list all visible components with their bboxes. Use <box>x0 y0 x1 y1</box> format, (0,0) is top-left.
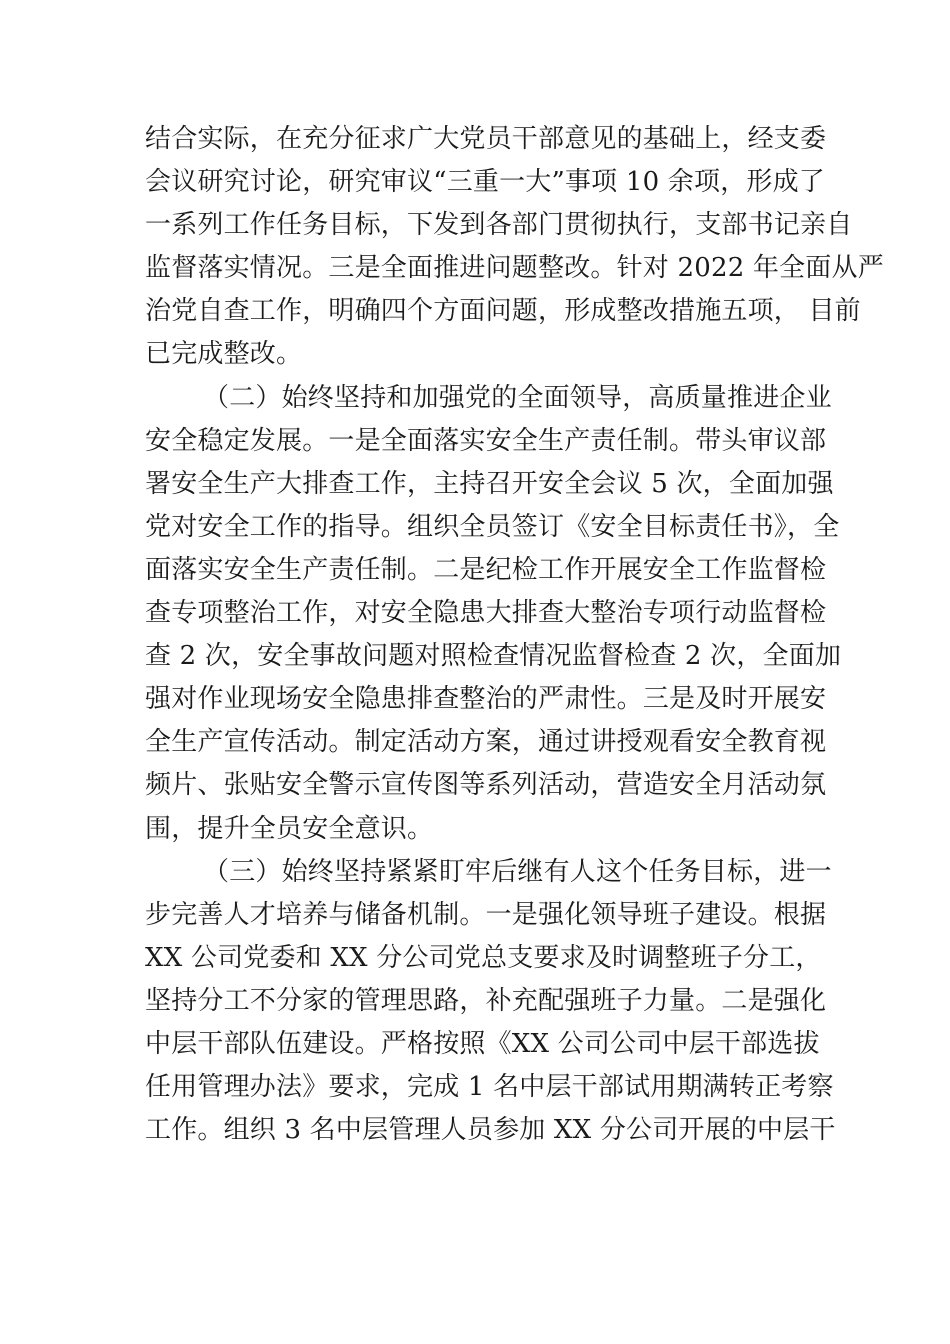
text-line: （三）始终坚持紧紧盯牢后继有人这个任务目标，进一 <box>203 856 832 887</box>
text-line: （二）始终坚持和加强党的全面领导，高质量推进企业 <box>203 382 832 413</box>
text-line: 全生产宣传活动。制定活动方案，通过讲授观看安全教育视 <box>145 727 827 758</box>
text-line: 步完善人才培养与储备机制。一是强化领导班子建设。根据 <box>145 899 827 930</box>
text-line: 中层干部队伍建设。严格按照《XX 公司公司中层干部选拔 <box>145 1028 820 1059</box>
text-line: 频片、张贴安全警示宣传图等系列活动，营造安全月活动氛 <box>145 770 827 801</box>
text-line: 安全稳定发展。一是全面落实安全生产责任制。带头审议部 <box>145 425 827 456</box>
text-line: 查专项整治工作，对安全隐患大排查大整治专项行动监督检 <box>145 598 827 629</box>
text-line: 已完成整改。 <box>145 339 303 370</box>
text-line: 任用管理办法》要求，完成 1 名中层干部试用期满转正考察 <box>145 1072 834 1103</box>
text-line: 结合实际，在充分征求广大党员干部意见的基础上，经支委 <box>145 124 827 154</box>
text-line: 监督落实情况。三是全面推进问题整改。针对 2022 年全面从严 <box>145 253 884 284</box>
text-line: XX 公司党委和 XX 分公司党总支要求及时调整班子分工， <box>145 942 822 973</box>
text-line: 治党自查工作，明确四个方面问题，形成整改措施五项， 目前 <box>145 296 861 327</box>
text-line: 面落实安全生产责任制。二是纪检工作开展安全工作监督检 <box>145 554 827 585</box>
text-line: 一系列工作任务目标，下发到各部门贯彻执行，支部书记亲自 <box>145 210 853 241</box>
text-line: 围，提升全员安全意识。 <box>145 813 434 844</box>
text-line: 查 2 次，安全事故问题对照检查情况监督检查 2 次，全面加 <box>145 641 842 672</box>
text-line: 署安全生产大排查工作，主持召开安全会议 5 次，全面加强 <box>145 468 834 499</box>
text-line: 工作。组织 3 名中层管理人员参加 XX 分公司开展的中层干 <box>145 1115 836 1146</box>
text-line: 坚持分工不分家的管理思路，补充配强班子力量。二是强化 <box>145 985 827 1016</box>
body-text <box>145 118 884 1152</box>
text-line: 强对作业现场安全隐患排查整治的严肃性。三是及时开展安 <box>145 684 827 715</box>
text-line: 会议研究讨论，研究审议“三重一大”事项 10 余项，形成了 <box>145 167 825 198</box>
text-line: 党对安全工作的指导。组织全员签订《安全目标责任书》，全 <box>145 511 840 542</box>
